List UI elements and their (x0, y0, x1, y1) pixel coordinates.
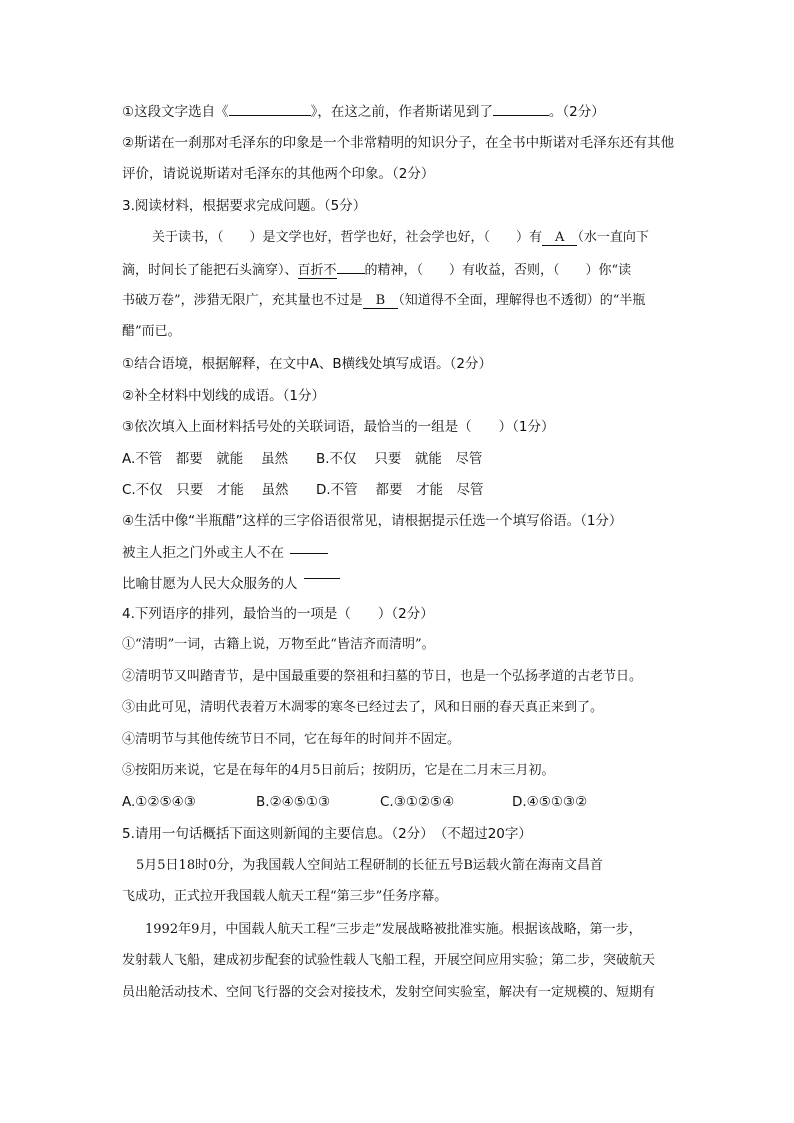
q2-line-2: ②斯诺在一刹那对毛泽东的印象是一个非常精明的知识分子，在全书中斯诺对毛泽东还有其他 (122, 135, 675, 151)
q4-item-4: ④清明节与其他传统节日不同，它在每年的时间并不固定。 (122, 732, 461, 747)
news-paragraph-1-line-2: 飞成功，正式拉开我国载人航天工程“第三步”任务序幕。 (122, 889, 448, 904)
q4-options (122, 792, 587, 812)
proverb-hint-1 (122, 543, 328, 563)
book-title-blank[interactable] (229, 101, 311, 116)
material-text: （水一直向下 (577, 230, 649, 245)
material-text: （知道得不全面，理解得也不透彻）的“半瓶 (398, 293, 646, 308)
option-d[interactable]: D.④⑤①③② (512, 794, 588, 810)
q3-material-line-3 (122, 291, 645, 311)
blank-a[interactable]: A (542, 230, 578, 245)
q2-line-1 (122, 101, 605, 122)
q2-text: 》，在这之前，作者斯诺见到了 (310, 104, 493, 120)
q4-item-3: ③由此可见，清明代表着万木凋零的寒冬已经过去了，风和日丽的春天真正来到了。 (122, 700, 604, 715)
idiom-completion-blank[interactable] (337, 259, 365, 274)
material-text: 书破万卷”，涉猎无限广，充其量也不过是 (122, 293, 363, 308)
news-paragraph-2-line-1: 1992年9月，中国载人航天工程“三步走”发展战略被批准实施。根据该战略，第一步， (145, 922, 642, 937)
hint-text: 比喻甘愿为人民大众服务的人 (122, 576, 298, 592)
proverb-answer-line[interactable] (304, 578, 340, 579)
news-paragraph-2-line-3: 员出舱活动技术、空间飞行器的交会对接技术，发射空间实验室，解决有一定规模的、短期有 (122, 985, 656, 1000)
q4-item-5: ⑤按阳历来说，它是在每年的4月5日前后；按阴历，它是在二月末三月初。 (122, 763, 555, 778)
proverb-answer-line[interactable] (290, 553, 328, 554)
proverb-hint-2 (122, 574, 340, 594)
option-a[interactable]: A.不管 都要 就能 虽然 (122, 451, 289, 467)
material-text: 的精神，（ ）有收益，否则，（ ）你“读 (364, 263, 632, 278)
news-paragraph-1-line-1: 5月5日18时0分，为我国载人空间站工程研制的长征五号B运载火箭在海南文昌首 (136, 858, 603, 873)
q5-title: 5.请用一句话概括下面这则新闻的主要信息。（2分） （不超过20字） (122, 826, 532, 842)
q3-options-row-2 (122, 480, 483, 500)
q3-material-line-4: 醋”而已。 (122, 324, 181, 339)
news-paragraph-2-line-2: 发射载人飞船，建成初步配套的试验性载人飞船工程，开展空间应用实验；第二步，突破航天 (122, 953, 656, 968)
option-b[interactable]: B.不仅 只要 就能 尽管 (316, 451, 483, 467)
q4-item-1: ①“清明”一词，古籍上说，万物至此“皆洁齐而清明”。 (122, 637, 435, 652)
blank-b[interactable]: B (362, 293, 399, 308)
option-a[interactable]: A.①②⑤④③ (122, 794, 196, 810)
q3-sub-4: ④生活中像“半瓶醋”这样的三字俗语很常见，请根据提示任选一个填写俗语。（1分） (122, 513, 623, 529)
q3-sub-3: ③依次填入上面材料括号处的关联词语，最恰当的一组是（ ）（1分） (122, 419, 555, 435)
q3-material-line-2 (122, 259, 631, 281)
q4-title: 4.下列语序的排列，最恰当的一项是（ ）（2分） (122, 606, 434, 622)
person-blank[interactable] (493, 101, 549, 116)
q2-line-3: 评价，请说说斯诺对毛泽东的其他两个印象。（2分） (122, 166, 435, 182)
material-text: 滴，时间长了能把石头滴穿）、 (122, 263, 298, 278)
q2-text: ①这段文字选自《 (122, 104, 229, 120)
option-d[interactable]: D.不管 都要 才能 尽管 (316, 482, 484, 498)
option-c[interactable]: C.③①②⑤④ (380, 794, 455, 810)
underlined-idiom: 百折不 (297, 263, 337, 278)
material-text: 关于读书，（ ）是文学也好，哲学也好，社会学也好，（ ）有 (152, 230, 543, 245)
q3-material-line-1 (152, 228, 649, 248)
option-b[interactable]: B.②④⑤①③ (256, 794, 331, 810)
q3-title: 3.阅读材料，根据要求完成问题。（5分） (122, 198, 367, 214)
option-c[interactable]: C.不仅 只要 才能 虽然 (122, 482, 289, 498)
q3-options-row-1 (122, 449, 482, 469)
q3-sub-2: ②补全材料中划线的成语。（1分） (122, 388, 325, 404)
q3-sub-1: ①结合语境，根据解释，在文中A、B横线处填写成语。（2分） (122, 356, 492, 372)
q2-text: 。（2分） (548, 104, 605, 120)
q4-item-2: ②清明节又叫踏青节，是中国最重要的祭祖和扫墓的节日，也是一个弘扬孝道的古老节日。 (122, 669, 643, 684)
hint-text: 被主人拒之门外或主人不在 (122, 545, 284, 561)
